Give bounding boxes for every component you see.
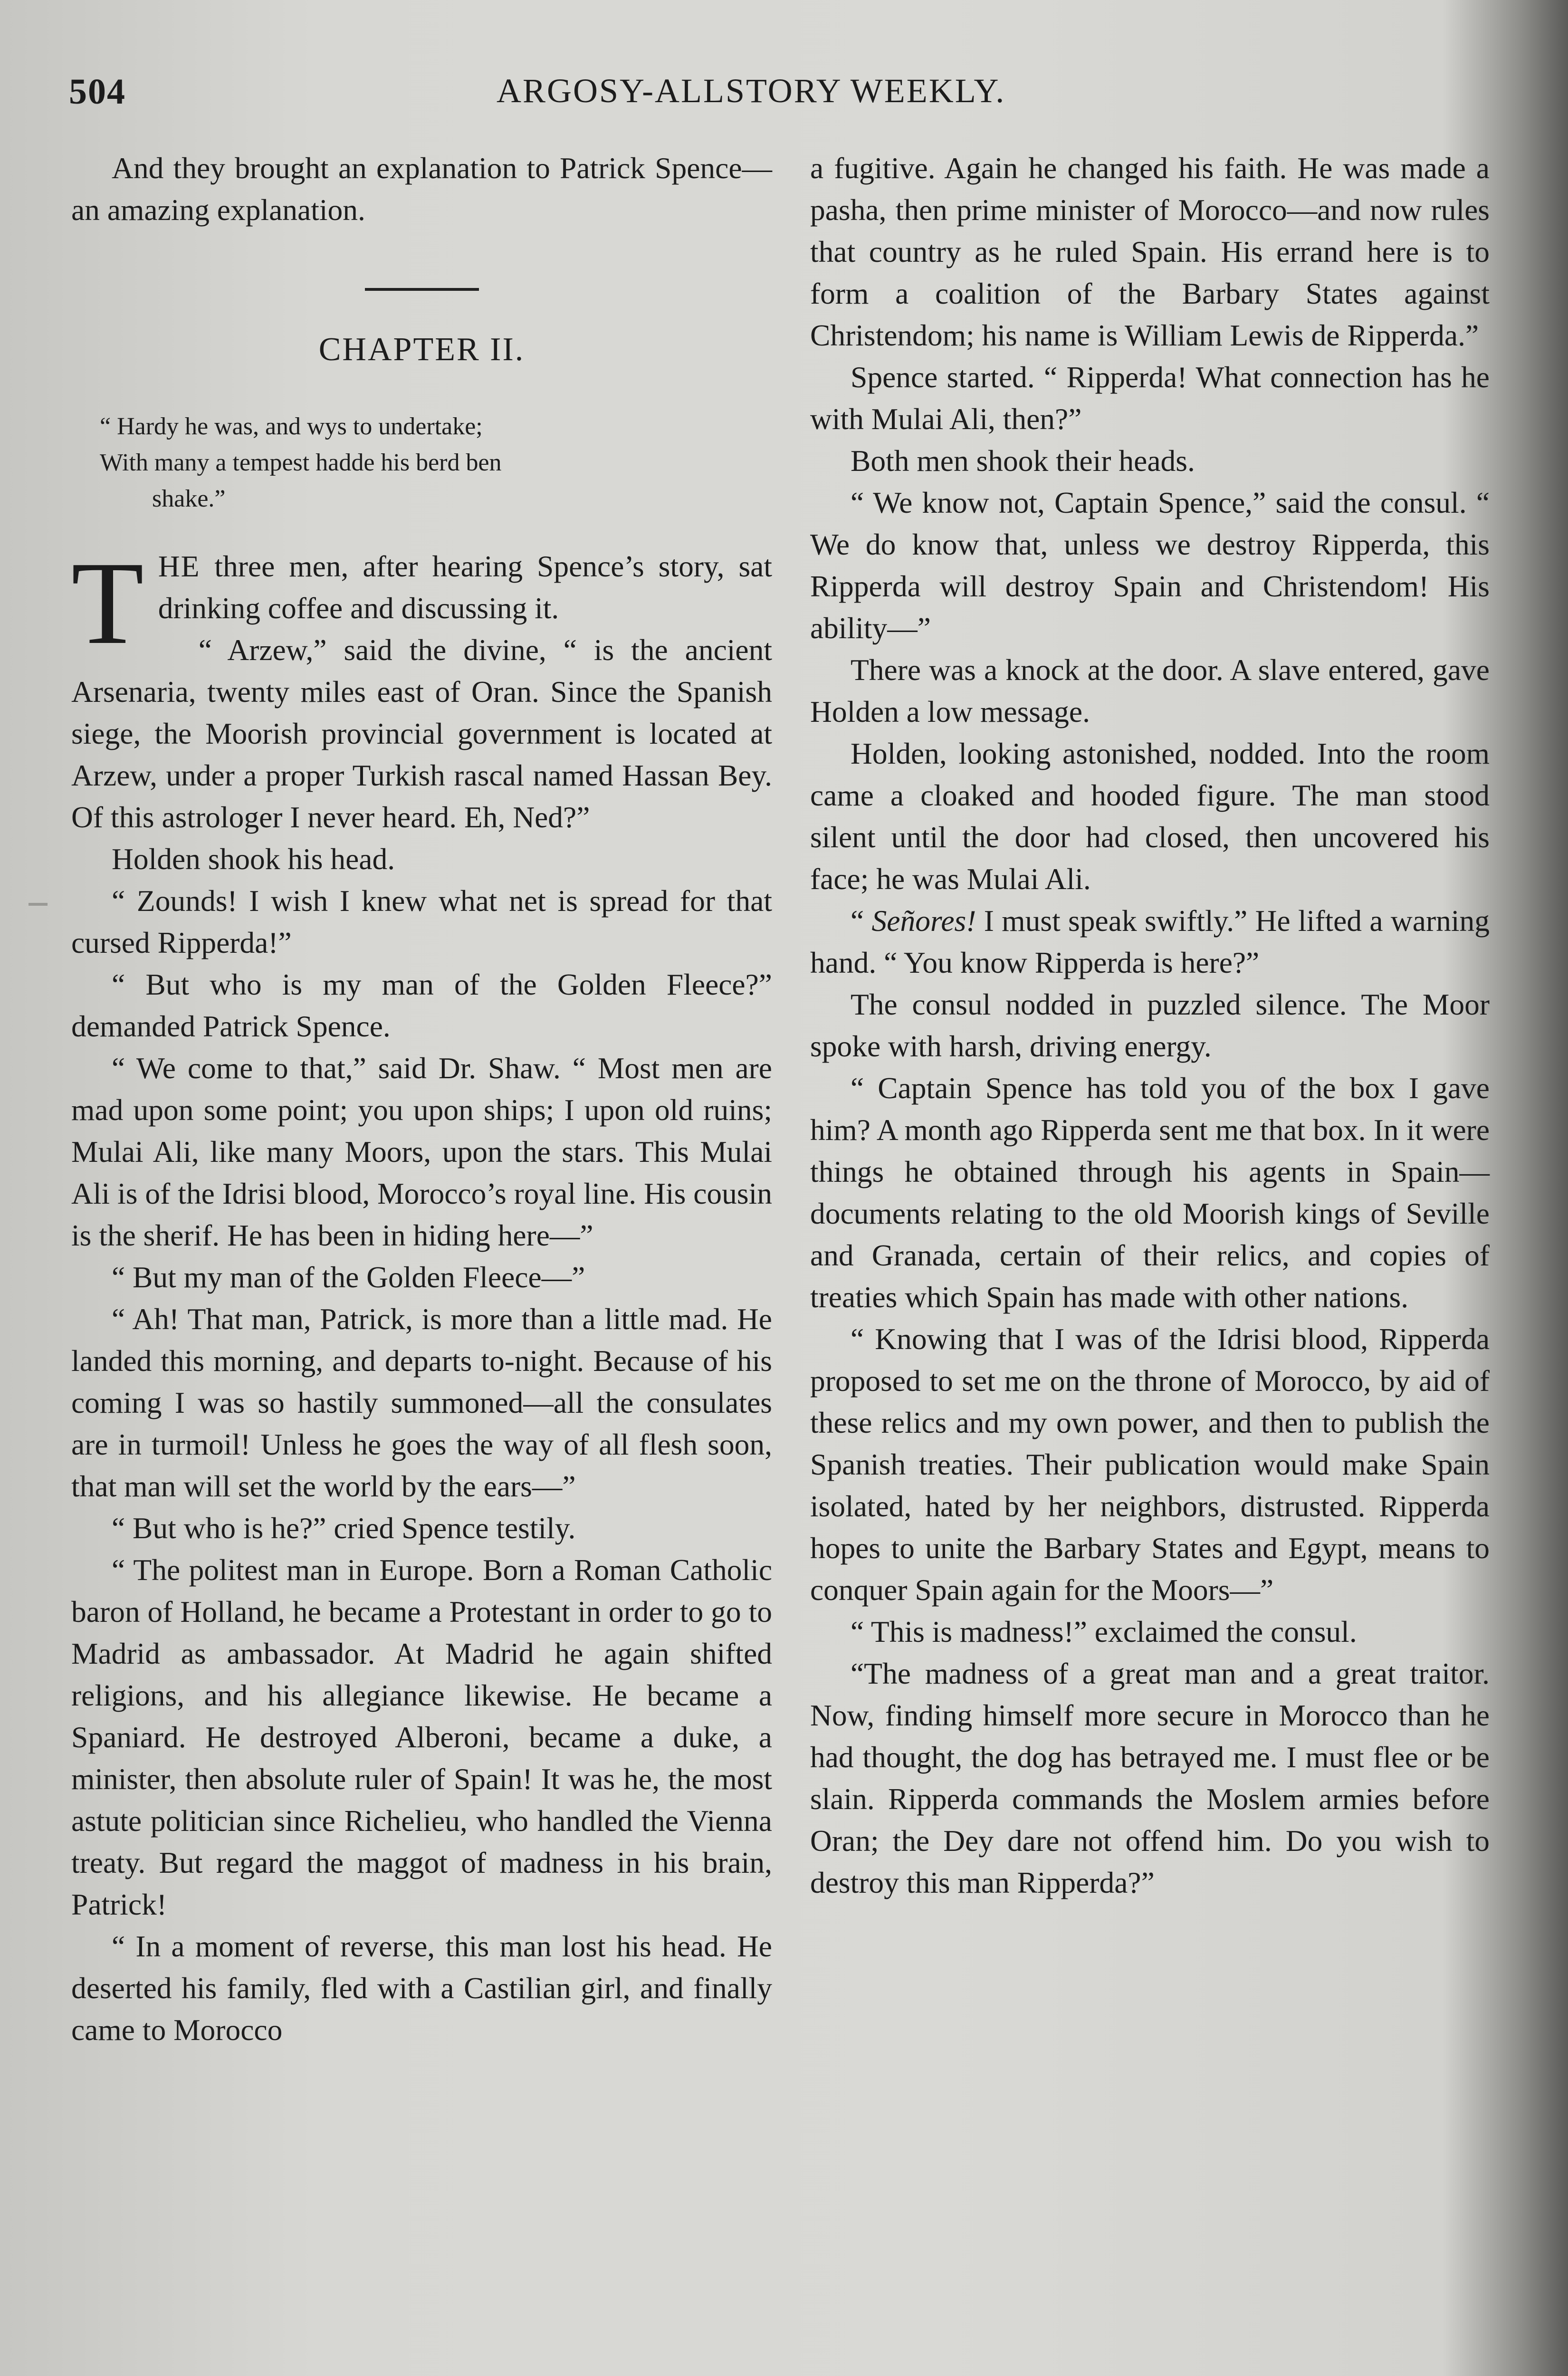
body-paragraph: “ Zounds! I wish I knew what net is spread for that cursed Ripperda!” bbox=[71, 884, 772, 959]
page-header bbox=[69, 71, 1504, 124]
body-paragraph: “ But who is my man of the Golden Fleece?” demanded Patrick Spence. bbox=[71, 968, 772, 1043]
body-paragraph: “ Señores! I must speak swiftly.” He lifted a warning hand. “ You know Ripperda is here?” bbox=[810, 904, 1490, 979]
epigraph-line: With many a tempest hadde his berd ben bbox=[100, 449, 502, 476]
page-scuff-mark bbox=[29, 903, 48, 906]
intro-paragraph: And they brought an explanation to Patrick Spence—an amazing explanation. bbox=[71, 151, 772, 227]
body-paragraph: “ In a moment of reverse, this man lost his head. He deserted his family, fled with a Castilian girl, and finally came to Morocco bbox=[71, 1929, 772, 2047]
body-paragraph: The consul nodded in puzzled silence. The Moor spoke with harsh, driving energy. bbox=[810, 987, 1490, 1063]
body-paragraph: Holden, looking astonished, nodded. Into the room came a cloaked and hooded figure. The man stood silent until the door had closed, then uncovered his face; he was Mulai Ali. bbox=[810, 737, 1490, 896]
right-column bbox=[810, 147, 1490, 1904]
body-paragraph: “ But who is he?” cried Spence testily. bbox=[112, 1511, 576, 1545]
body-paragraph: “ This is madness!” exclaimed the consul. bbox=[851, 1615, 1357, 1648]
drop-cap: T bbox=[71, 537, 144, 669]
running-head: ARGOSY-ALLSTORY WEEKLY. bbox=[497, 72, 1006, 110]
left-column bbox=[71, 147, 772, 2051]
chapter-title: CHAPTER II. bbox=[318, 331, 525, 368]
epigraph-line: “ Hardy he was, and wys to undertake; bbox=[100, 413, 483, 440]
body-paragraph: “ But my man of the Golden Fleece—” bbox=[112, 1260, 585, 1294]
opening-caps: HE bbox=[158, 549, 201, 583]
italic-word: Señores! bbox=[871, 904, 976, 938]
body-paragraph: “ We come to that,” said Dr. Shaw. “ Most men are mad upon some point; you upon ships; I upon old ruins; Mulai Ali, like many Moors, upon the stars. This Mulai Ali is of the Idrisi blood, Morocco’s royal line. His cousin is the sherif. He has been in hiding here—” bbox=[71, 1051, 772, 1252]
body-paragraph: “ Arzew,” said the divine, “ is the ancient Arsenaria, twenty miles east of Oran. Since the Spanish siege, the Moorish provincial government is located at Arzew, under a proper Turkish rascal named Hassan Bey. Of this astrologer I never heard. Eh, Ned?” bbox=[71, 633, 772, 834]
continuation-paragraph: a fugitive. Again he changed his faith. He was made a pasha, then prime minister of Morocco—and now rules that country as he ruled Spain. His errand here is to form a coalition of the Barbary States against Christendom; his name is William Lewis de Ripperda.” bbox=[810, 151, 1490, 352]
body-paragraph: “ Captain Spence has told you of the box I gave him? A month ago Ripperda sent me that box. In it were things he obtained through his agents in Spain—documents relating to the old Moorish kings of Seville and Granada, certain of their relics, and copies of treaties which Spain has made with other nations. bbox=[810, 1071, 1490, 1314]
body-paragraph: There was a knock at the door. A slave entered, gave Holden a low message. bbox=[810, 653, 1490, 728]
body-paragraph: Both men shook their heads. bbox=[851, 444, 1195, 478]
epigraph-line: shake.” bbox=[152, 485, 226, 512]
page-number: 504 bbox=[69, 72, 126, 112]
body-paragraph: “ Ah! That man, Patrick, is more than a little mad. He landed this morning, and departs to-night. Because of his coming I was so hastily summoned—all the consulates are in turmoil! Unless he goes the way of all flesh soon, that man will set the world by the ears—” bbox=[71, 1302, 772, 1503]
paragraph-text: I must speak swiftly.” He lifted a warning hand. “ You know Ripperda is here?” bbox=[810, 904, 1490, 979]
section-divider-rule bbox=[365, 288, 479, 291]
body-paragraph: “The madness of a great man and a great traitor. Now, finding himself more secure in Morocco than he had thought, the dog has betrayed me. I must flee or be slain. Ripperda commands the Moslem armies before Oran; the Dey dare not offend him. Do you wish to destroy this man Ripperda?” bbox=[810, 1657, 1490, 1899]
opening-text: three men, after hearing Spence’s story, sat drinking coffee and discussing it. bbox=[158, 549, 772, 625]
body-paragraph: Holden shook his head. bbox=[112, 842, 395, 876]
epigraph bbox=[100, 409, 772, 517]
body-paragraph: “ Knowing that I was of the Idrisi blood, Ripperda proposed to set me on the throne of Morocco, by aid of these relics and my own power, and then to publish the Spanish treaties. Their publication would make Spain isolated, hated by her neighbors, distrusted. Ripperda hopes to unite the Barbary States and Egypt, means to conquer Spain again for the Moors—” bbox=[810, 1322, 1490, 1607]
body-paragraph: Spence started. “ Ripperda! What connection has he with Mulai Ali, then?” bbox=[810, 360, 1490, 436]
chapter-opening-paragraph bbox=[71, 537, 772, 669]
body-paragraph: “ We know not, Captain Spence,” said the consul. “ We do know that, unless we destroy Ripperda, this Ripperda will destroy Spain and Christendom! His ability—” bbox=[810, 486, 1490, 645]
body-paragraph: “ The politest man in Europe. Born a Roman Catholic baron of Holland, he became a Protestant in order to go to Madrid as ambassador. At Madrid he again shifted religions, and his allegiance likewise. He became a Spaniard. He destroyed Alberoni, became a duke, a minister, then absolute ruler of Spain! It was he, the most astute politician since Richelieu, who handled the Vienna treaty. But regard the maggot of madness in his brain, Patrick! bbox=[71, 1553, 772, 1921]
